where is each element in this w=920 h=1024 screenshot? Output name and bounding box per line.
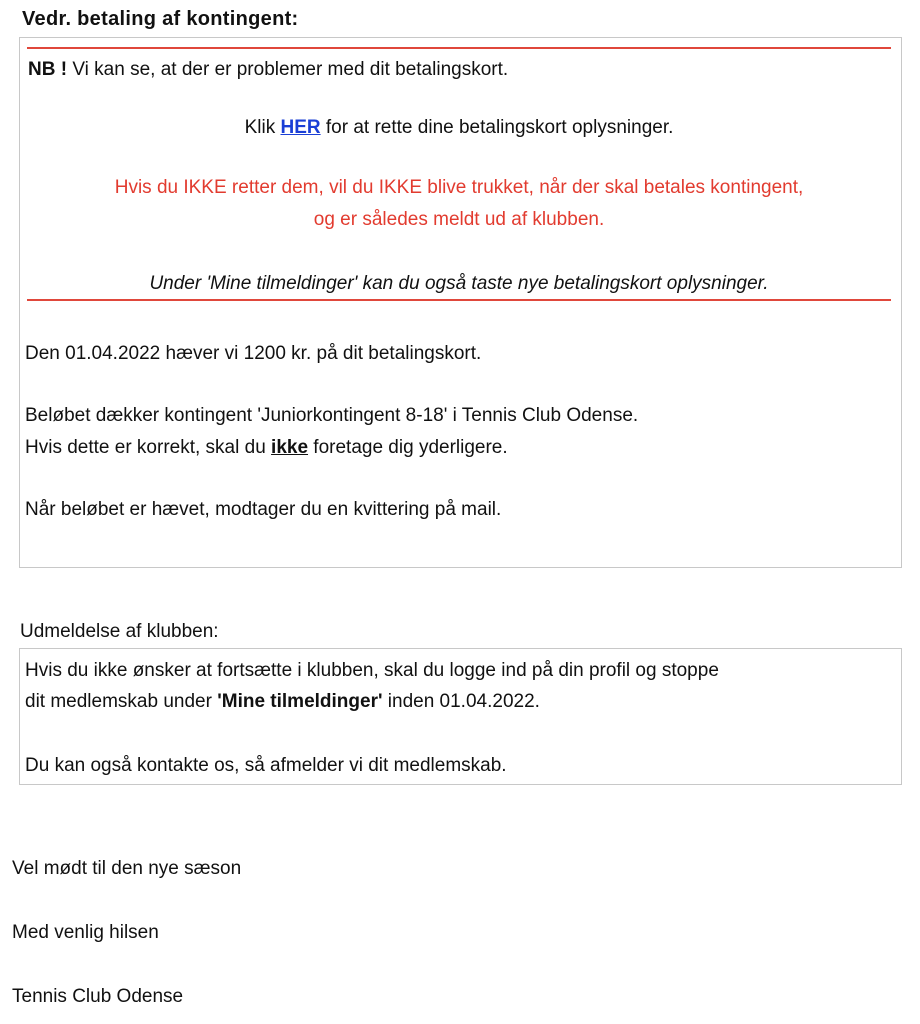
resign-line2-before: dit medlemskab under [25, 691, 218, 712]
warning-line-1: Hvis du IKKE retter dem, vil du IKKE blive trukket, når der skal betales kontingent, [114, 177, 804, 198]
greeting-text: Med venlig hilsen [12, 922, 159, 943]
klik-after: for at rette dine betalingskort oplysninger. [320, 117, 674, 138]
resign-line-2 [25, 690, 540, 714]
receipt-text: Når beløbet er hævet, modtager du en kvittering på mail. [25, 499, 502, 520]
klik-before: Klik [244, 117, 281, 138]
nb-prefix: NB ! [28, 59, 68, 80]
resign-line2-after: inden 01.04.2022. [382, 691, 540, 712]
contact-text: Du kan også kontakte os, så afmelder vi dit medlemskab. [25, 755, 507, 776]
covers-text: Beløbet dækker kontingent 'Juniorkontingent 8-18' i Tennis Club Odense. [25, 405, 639, 426]
mine-tilmeldinger-note: Under 'Mine tilmeldinger' kan du også taste nye betalingskort oplysninger. [149, 273, 769, 294]
charge-text: Den 01.04.2022 hæver vi 1200 kr. på dit betalingskort. [25, 343, 482, 364]
red-divider-bottom [27, 299, 891, 301]
nb-text: Vi kan se, at der er problemer med dit betalingskort. [67, 59, 509, 80]
resign-line2-emph: 'Mine tilmeldinger' [217, 691, 383, 712]
update-card-link[interactable]: HER [280, 117, 321, 138]
signature-text: Tennis Club Odense [12, 986, 184, 1007]
resign-line-1: Hvis du ikke ønsker at fortsætte i klubben, skal du logge ind på din profil og stoppe [25, 660, 719, 681]
warning-line-2: og er således meldt ud af klubben. [313, 209, 605, 230]
correct-before: Hvis dette er korrekt, skal du [25, 437, 272, 458]
correct-after: foretage dig yderligere. [308, 437, 508, 458]
correct-emph: ikke [271, 437, 309, 458]
red-divider-top [27, 47, 891, 49]
update-card-instruction [27, 116, 891, 140]
resign-heading: Udmeldelse af klubben: [20, 621, 219, 642]
correct-text [25, 436, 508, 460]
nb-notice [28, 58, 508, 82]
welcome-text: Vel mødt til den nye sæson [12, 858, 242, 879]
payment-heading: Vedr. betaling af kontingent: [22, 8, 299, 30]
